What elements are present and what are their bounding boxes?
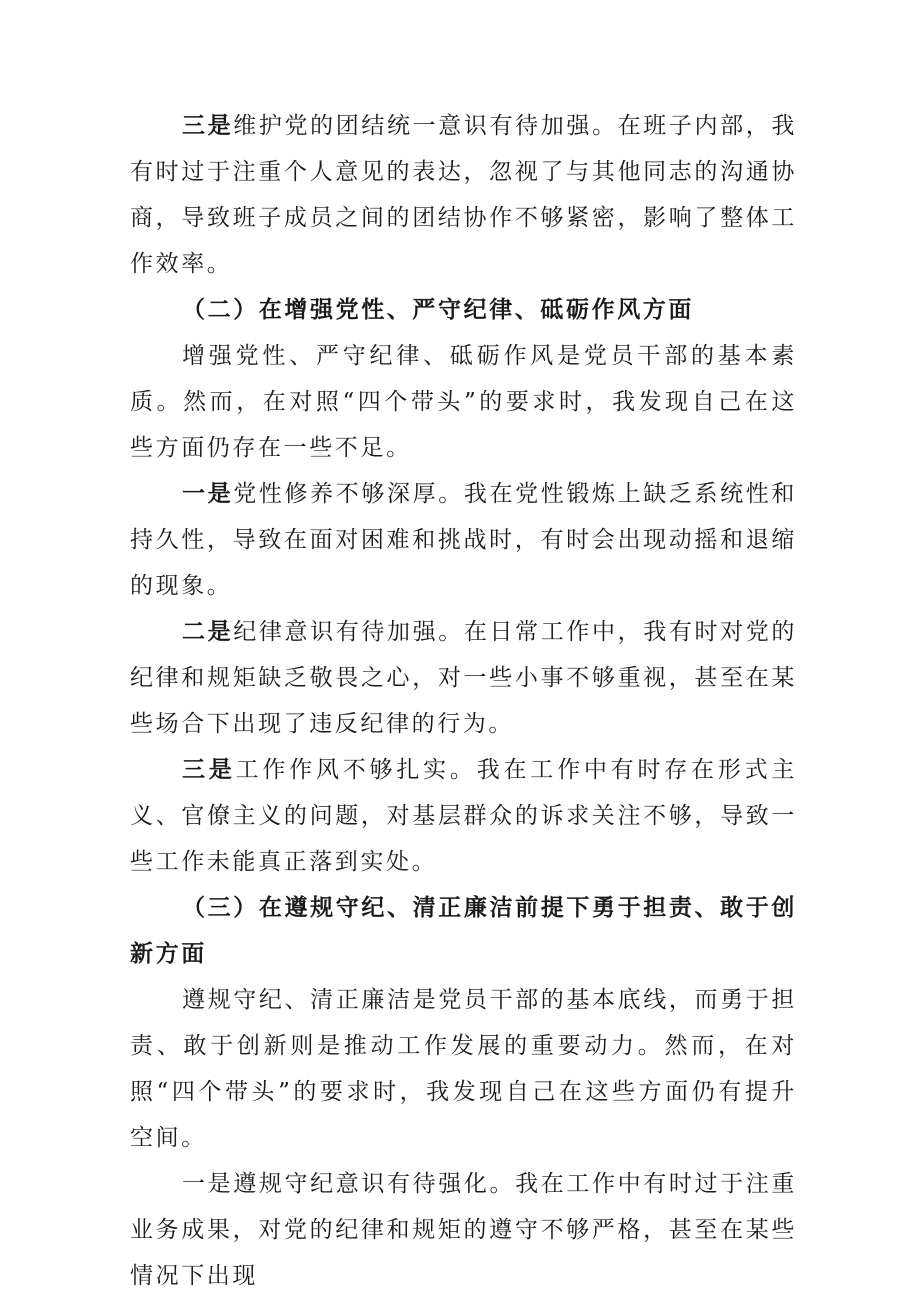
paragraph-intro-2: 增强党性、严守纪律、砥砺作风是党员干部的基本素质。然而，在对照“四个带头”的要求时，我发现自己在这些方面仍存在一些不足。 <box>130 343 797 461</box>
paragraph-item-discipline <box>130 609 797 747</box>
paragraph-lead: 三是 <box>182 112 234 139</box>
paragraph-text: 维护党的团结统一意识有待加强。在班子内部，我有时过于注重个人意见的表达，忽视了与其他同志的沟通协商，导致班子成员之间的团结协作不够紧密，影响了整体工作效率。 <box>130 113 798 277</box>
paragraph-item-party-spirit <box>130 471 797 609</box>
paragraph-text: 纪律意识有待加强。在日常工作中，我有时对党的纪律和规矩缺乏敬畏之心，对一些小事不够重视，甚至在某些场合下出现了违反纪律的行为。 <box>130 619 798 737</box>
paragraph-text: 工作作风不够扎实。我在工作中有时存在形式主义、官僚主义的问题，对基层群众的诉求关注不够，导致一些工作未能真正落到实处。 <box>130 757 798 875</box>
section-heading-2: （二）在增强党性、严守纪律、砥砺作风方面 <box>182 296 694 323</box>
paragraph-item-compliance: 一是遵规守纪意识有待强化。我在工作中有时过于注重业务成果，对党的纪律和规矩的遵守不够严格，甚至在某些情况下出现 <box>130 1171 797 1289</box>
paragraph-lead: 二是 <box>182 618 234 645</box>
paragraph-text: 党性修养不够深厚。我在党性锻炼上缺乏系统性和持久性，导致在面对困难和挑战时，有时会出现动摇和退缩的现象。 <box>130 481 798 599</box>
section-heading-3: （三）在遵规守纪、清正廉洁前提下勇于担责、敢于创新方面 <box>130 894 797 967</box>
paragraph-lead: 三是 <box>182 756 236 783</box>
paragraph-item-work-style <box>130 747 797 885</box>
paragraph-intro-3: 遵规守纪、清正廉洁是党员干部的基本底线，而勇于担责、敢于创新则是推动工作发展的重要动力。然而，在对照“四个带头”的要求时，我发现自己在这些方面仍有提升空间。 <box>130 987 797 1151</box>
paragraph-lead: 一是 <box>182 480 234 507</box>
paragraph-item-unity <box>130 103 797 287</box>
